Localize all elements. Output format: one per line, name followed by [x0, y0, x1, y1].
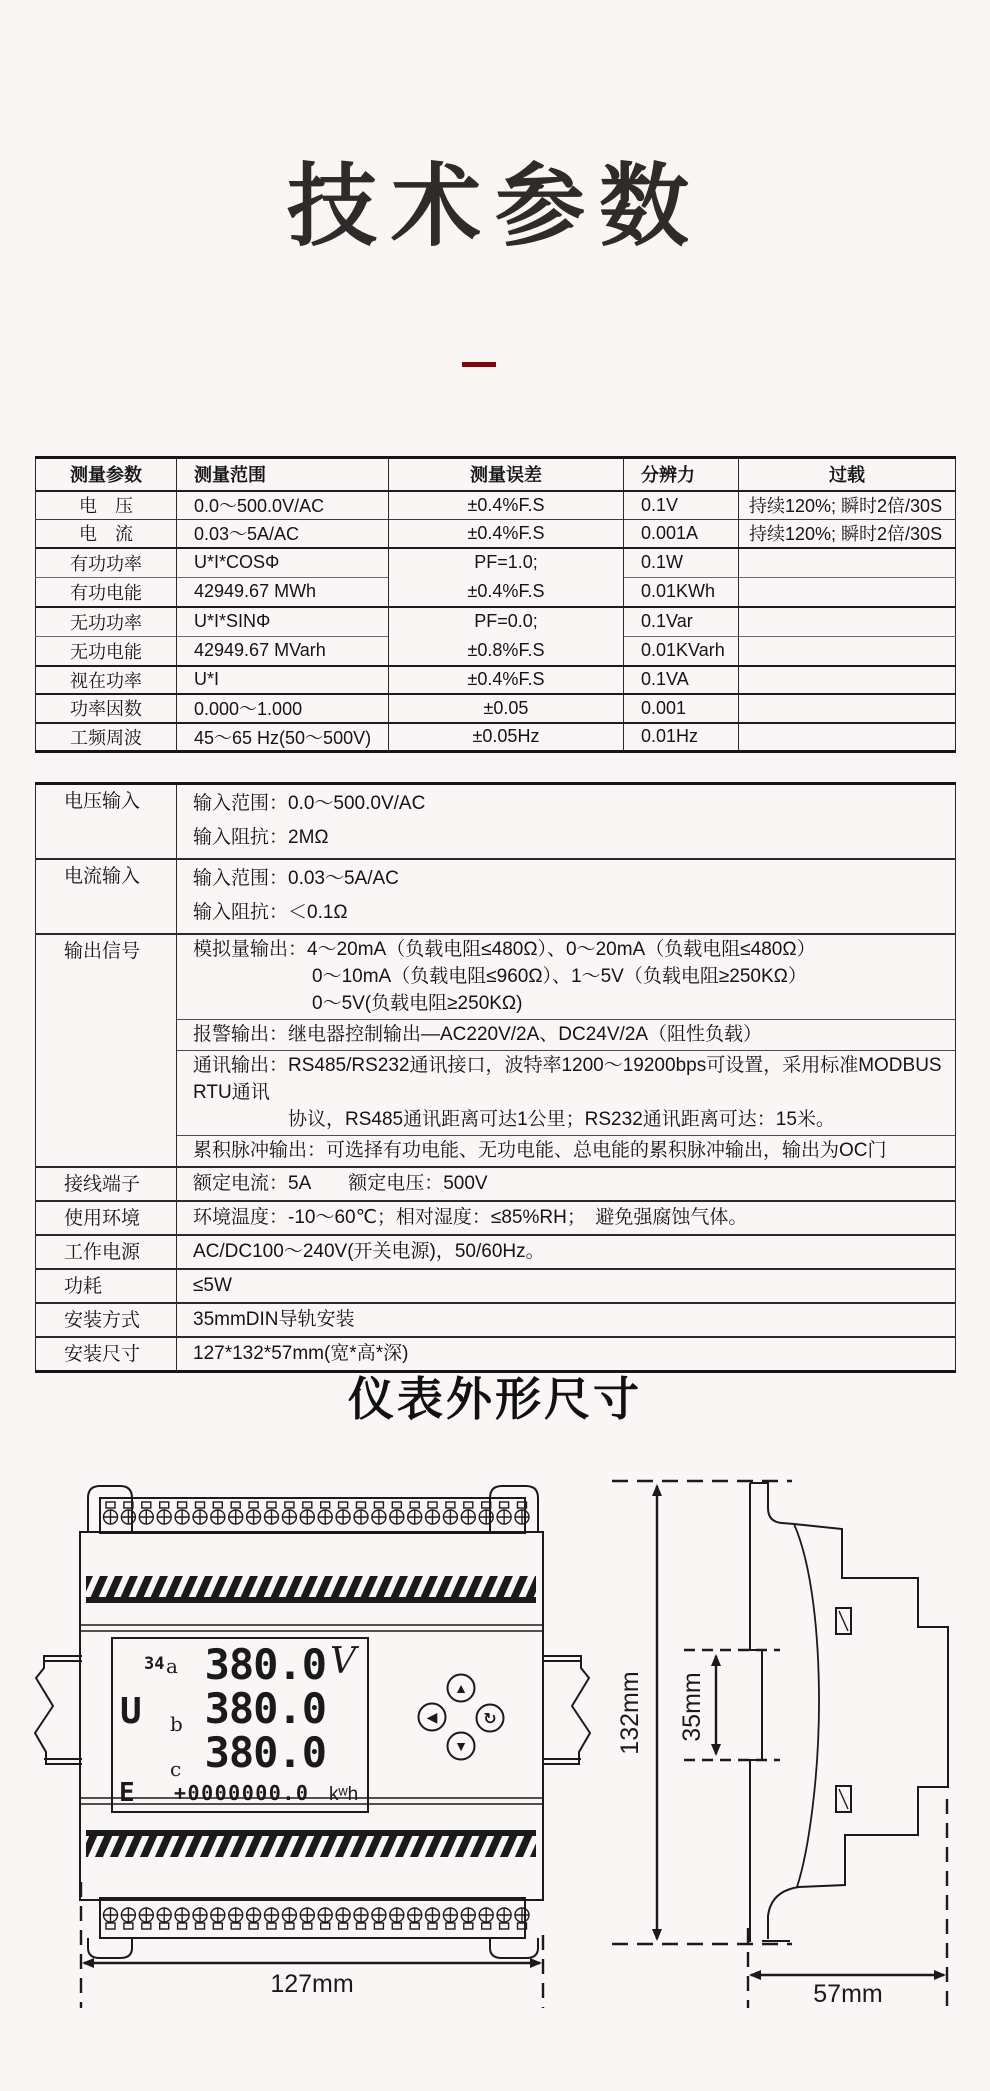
upper-vent-band — [86, 1576, 536, 1603]
cell-resolution: 0.01KVarh — [624, 636, 739, 666]
cell-param: 有功电能 — [36, 577, 177, 607]
din-rail-profile — [750, 1483, 762, 1942]
spec-header-row — [36, 458, 956, 491]
lcd-value-c: 380.0 — [204, 1728, 326, 1777]
row-content — [177, 934, 956, 1167]
cell-overload: 持续120%; 瞬时2倍/30S — [739, 519, 956, 548]
cell-resolution: 0.1Var — [624, 607, 739, 637]
cell-range: 42949.67 MVarh — [177, 636, 389, 666]
comm-output-block: 通讯输出：RS485/RS232通讯接口，波特率1200～19200bps可设置，采用标准MODBUS RTU通讯 协议，RS485通讯距离可达1公里；RS232通讯距离可达：15米。 — [177, 1050, 955, 1135]
width-dimension-label: 127mm — [270, 1970, 354, 1998]
spec-row — [36, 607, 956, 637]
lcd-phase-b-label: b — [170, 1712, 183, 1736]
spec-row — [36, 491, 956, 520]
cell-range: 0.0～500.0V/AC — [177, 491, 389, 520]
spec-row — [36, 694, 956, 723]
red-divider — [462, 362, 496, 367]
side-profile-front-curve — [794, 1524, 819, 1887]
cell-error: ±0.05Hz — [389, 723, 624, 752]
cell-resolution: 0.1VA — [624, 666, 739, 695]
cell-range: 42949.67 MWh — [177, 577, 389, 607]
cell-resolution: 0.01Hz — [624, 723, 739, 752]
io-row — [36, 1167, 956, 1201]
row-content: 额定电流：5A 额定电压：500V — [177, 1167, 956, 1201]
dimension-drawing — [0, 1430, 990, 2050]
row-label: 功耗 — [36, 1269, 177, 1303]
io-row — [36, 1235, 956, 1269]
col-header: 测量范围 — [177, 458, 389, 491]
side-profile-outline — [750, 1483, 948, 1941]
cell-overload: 持续120%; 瞬时2倍/30S — [739, 491, 956, 520]
height-dimension — [616, 1486, 657, 1939]
row-content: 输入范围：0.0～500.0V/AC 输入阻抗：2MΩ — [177, 784, 956, 860]
lcd-energy-symbol: E — [119, 1778, 135, 1808]
cell-param: 工频周波 — [36, 723, 177, 752]
din-rail-right-stub — [543, 1656, 590, 1764]
cell-error: ±0.05 — [389, 694, 624, 723]
col-header: 测量误差 — [389, 458, 624, 491]
cell-overload — [739, 723, 956, 752]
cell-overload — [739, 636, 956, 666]
row-label: 工作电源 — [36, 1235, 177, 1269]
cell-error-merged: PF=1.0; ±0.4%F.S — [389, 548, 624, 607]
analog-output-block: 模拟量输出：4～20mA（负载电阻≤480Ω）、0～20mA（负载电阻≤480Ω） 0～10mA（负载电阻≤960Ω）、1～5V（负载电阻≥250KΩ） 0～5V(负载电阻≥250KΩ) — [193, 939, 816, 1014]
lcd-energy-unit: kʷh — [329, 1784, 359, 1805]
io-row — [36, 1269, 956, 1303]
io-row — [36, 934, 956, 1167]
cell-overload — [739, 607, 956, 637]
nav-buttons — [419, 1675, 504, 1760]
col-header: 测量参数 — [70, 465, 142, 486]
cell-overload — [739, 548, 956, 578]
row-label: 电压输入 — [64, 791, 141, 812]
spec-row — [36, 666, 956, 695]
up-arrow-glyph: ▲ — [454, 1680, 468, 1696]
lcd-phase-count: 34 — [144, 1654, 165, 1674]
io-row — [36, 784, 956, 860]
cell-range: U*I*COSΦ — [177, 548, 389, 578]
col-header: 分辨力 — [624, 458, 739, 491]
cell-resolution: 0.001 — [624, 694, 739, 723]
io-row — [36, 1303, 956, 1337]
cell-param: 有功功率 — [36, 548, 177, 578]
lcd-u-symbol: U — [120, 1691, 142, 1732]
cell-resolution: 0.001A — [624, 519, 739, 548]
din-rail-left-stub — [35, 1656, 82, 1764]
top-left-tab — [88, 1486, 132, 1532]
top-right-tab — [490, 1486, 538, 1532]
lcd-phase-c-label: c — [170, 1757, 182, 1781]
row-label: 接线端子 — [36, 1167, 177, 1201]
cell-overload — [739, 694, 956, 723]
measurement-spec-table — [35, 456, 956, 753]
cell-range: 0.000～1.000 — [177, 694, 389, 723]
io-row — [36, 1201, 956, 1235]
io-spec-table — [35, 782, 956, 1373]
io-row — [36, 859, 956, 934]
bottom-terminals — [104, 1908, 530, 1929]
bottom-left-tab — [88, 1938, 132, 1958]
height-dimension-label: 132mm — [616, 1671, 644, 1755]
section-title-dimensions: 仪表外形尺寸 — [348, 1373, 642, 1425]
depth-dimension-label: 57mm — [813, 1980, 883, 2008]
cell-range: U*I — [177, 666, 389, 695]
cell-param: 功率因数 — [36, 694, 177, 723]
row-label: 输出信号 — [36, 934, 177, 1167]
row-label: 安装方式 — [36, 1303, 177, 1337]
alarm-output-block: 报警输出：继电器控制输出—AC220V/2A、DC24V/2A（阻性负载） — [177, 1019, 955, 1050]
cell-param: 视在功率 — [36, 666, 177, 695]
lcd-display — [112, 1638, 368, 1812]
side-view — [612, 1481, 948, 1944]
cell-param: 无功功率 — [36, 607, 177, 637]
spec-row — [36, 519, 956, 548]
page-title: 技术参数 — [287, 157, 703, 257]
cell-range: 0.03～5A/AC — [177, 519, 389, 548]
col-header: 过载 — [739, 458, 956, 491]
lcd-energy-value: +0000000.0 — [174, 1781, 310, 1805]
row-content: 127*132*57mm(宽*高*深) — [177, 1337, 956, 1372]
top-terminals — [104, 1502, 530, 1524]
row-label: 电流输入 — [36, 859, 177, 934]
row-content: 输入范围：0.03～5A/AC 输入阻抗：＜0.1Ω — [177, 859, 956, 934]
left-arrow-glyph: ◀ — [426, 1709, 438, 1725]
spec-row — [36, 548, 956, 578]
row-label: 安装尺寸 — [36, 1337, 177, 1372]
lcd-value-a: 380.0 — [204, 1640, 326, 1689]
cell-range: U*I*SINΦ — [177, 607, 389, 637]
down-arrow-glyph: ▼ — [454, 1738, 468, 1754]
rail-dimension-label: 35mm — [678, 1672, 706, 1742]
lcd-phase-a-label: a — [166, 1654, 178, 1678]
cell-error: ±0.4%F.S — [389, 519, 624, 548]
lcd-value-b: 380.0 — [204, 1684, 326, 1733]
cell-range: 45～65 Hz(50～500V) — [177, 723, 389, 752]
cell-overload — [739, 666, 956, 695]
cell-resolution: 0.1V — [624, 491, 739, 520]
lcd-volt-unit: V — [330, 1641, 356, 1682]
lower-vent-band — [86, 1830, 536, 1857]
pulse-output-block: 累积脉冲输出：可选择有功电能、无功电能、总电能的累积脉冲输出，输出为OC门 — [177, 1135, 955, 1166]
cell-error-merged: PF=0.0; ±0.8%F.S — [389, 607, 624, 666]
row-content: ≤5W — [177, 1269, 956, 1303]
bottom-right-tab — [490, 1938, 538, 1958]
cell-resolution: 0.1W — [624, 548, 739, 578]
cell-param: 电 流 — [36, 519, 177, 548]
row-content: AC/DC100～240V(开关电源)，50/60Hz。 — [177, 1235, 956, 1269]
row-label: 使用环境 — [36, 1201, 177, 1235]
spec-row — [36, 723, 956, 752]
cell-overload — [739, 577, 956, 607]
cell-param: 电 压 — [36, 491, 177, 520]
enter-glyph: ↻ — [483, 1711, 497, 1728]
cell-param: 无功电能 — [36, 636, 177, 666]
cell-resolution: 0.01KWh — [624, 577, 739, 607]
rail-clip-hooks — [836, 1608, 851, 1812]
cell-error: ±0.4%F.S — [389, 491, 624, 520]
row-content: 环境温度：-10～60℃；相对湿度：≤85%RH； 避免强腐蚀气体。 — [177, 1201, 956, 1235]
row-content: 35mmDIN导轨安装 — [177, 1303, 956, 1337]
front-view — [35, 1486, 590, 1958]
cell-error: ±0.4%F.S — [389, 666, 624, 695]
rail-dimension — [678, 1650, 780, 1760]
